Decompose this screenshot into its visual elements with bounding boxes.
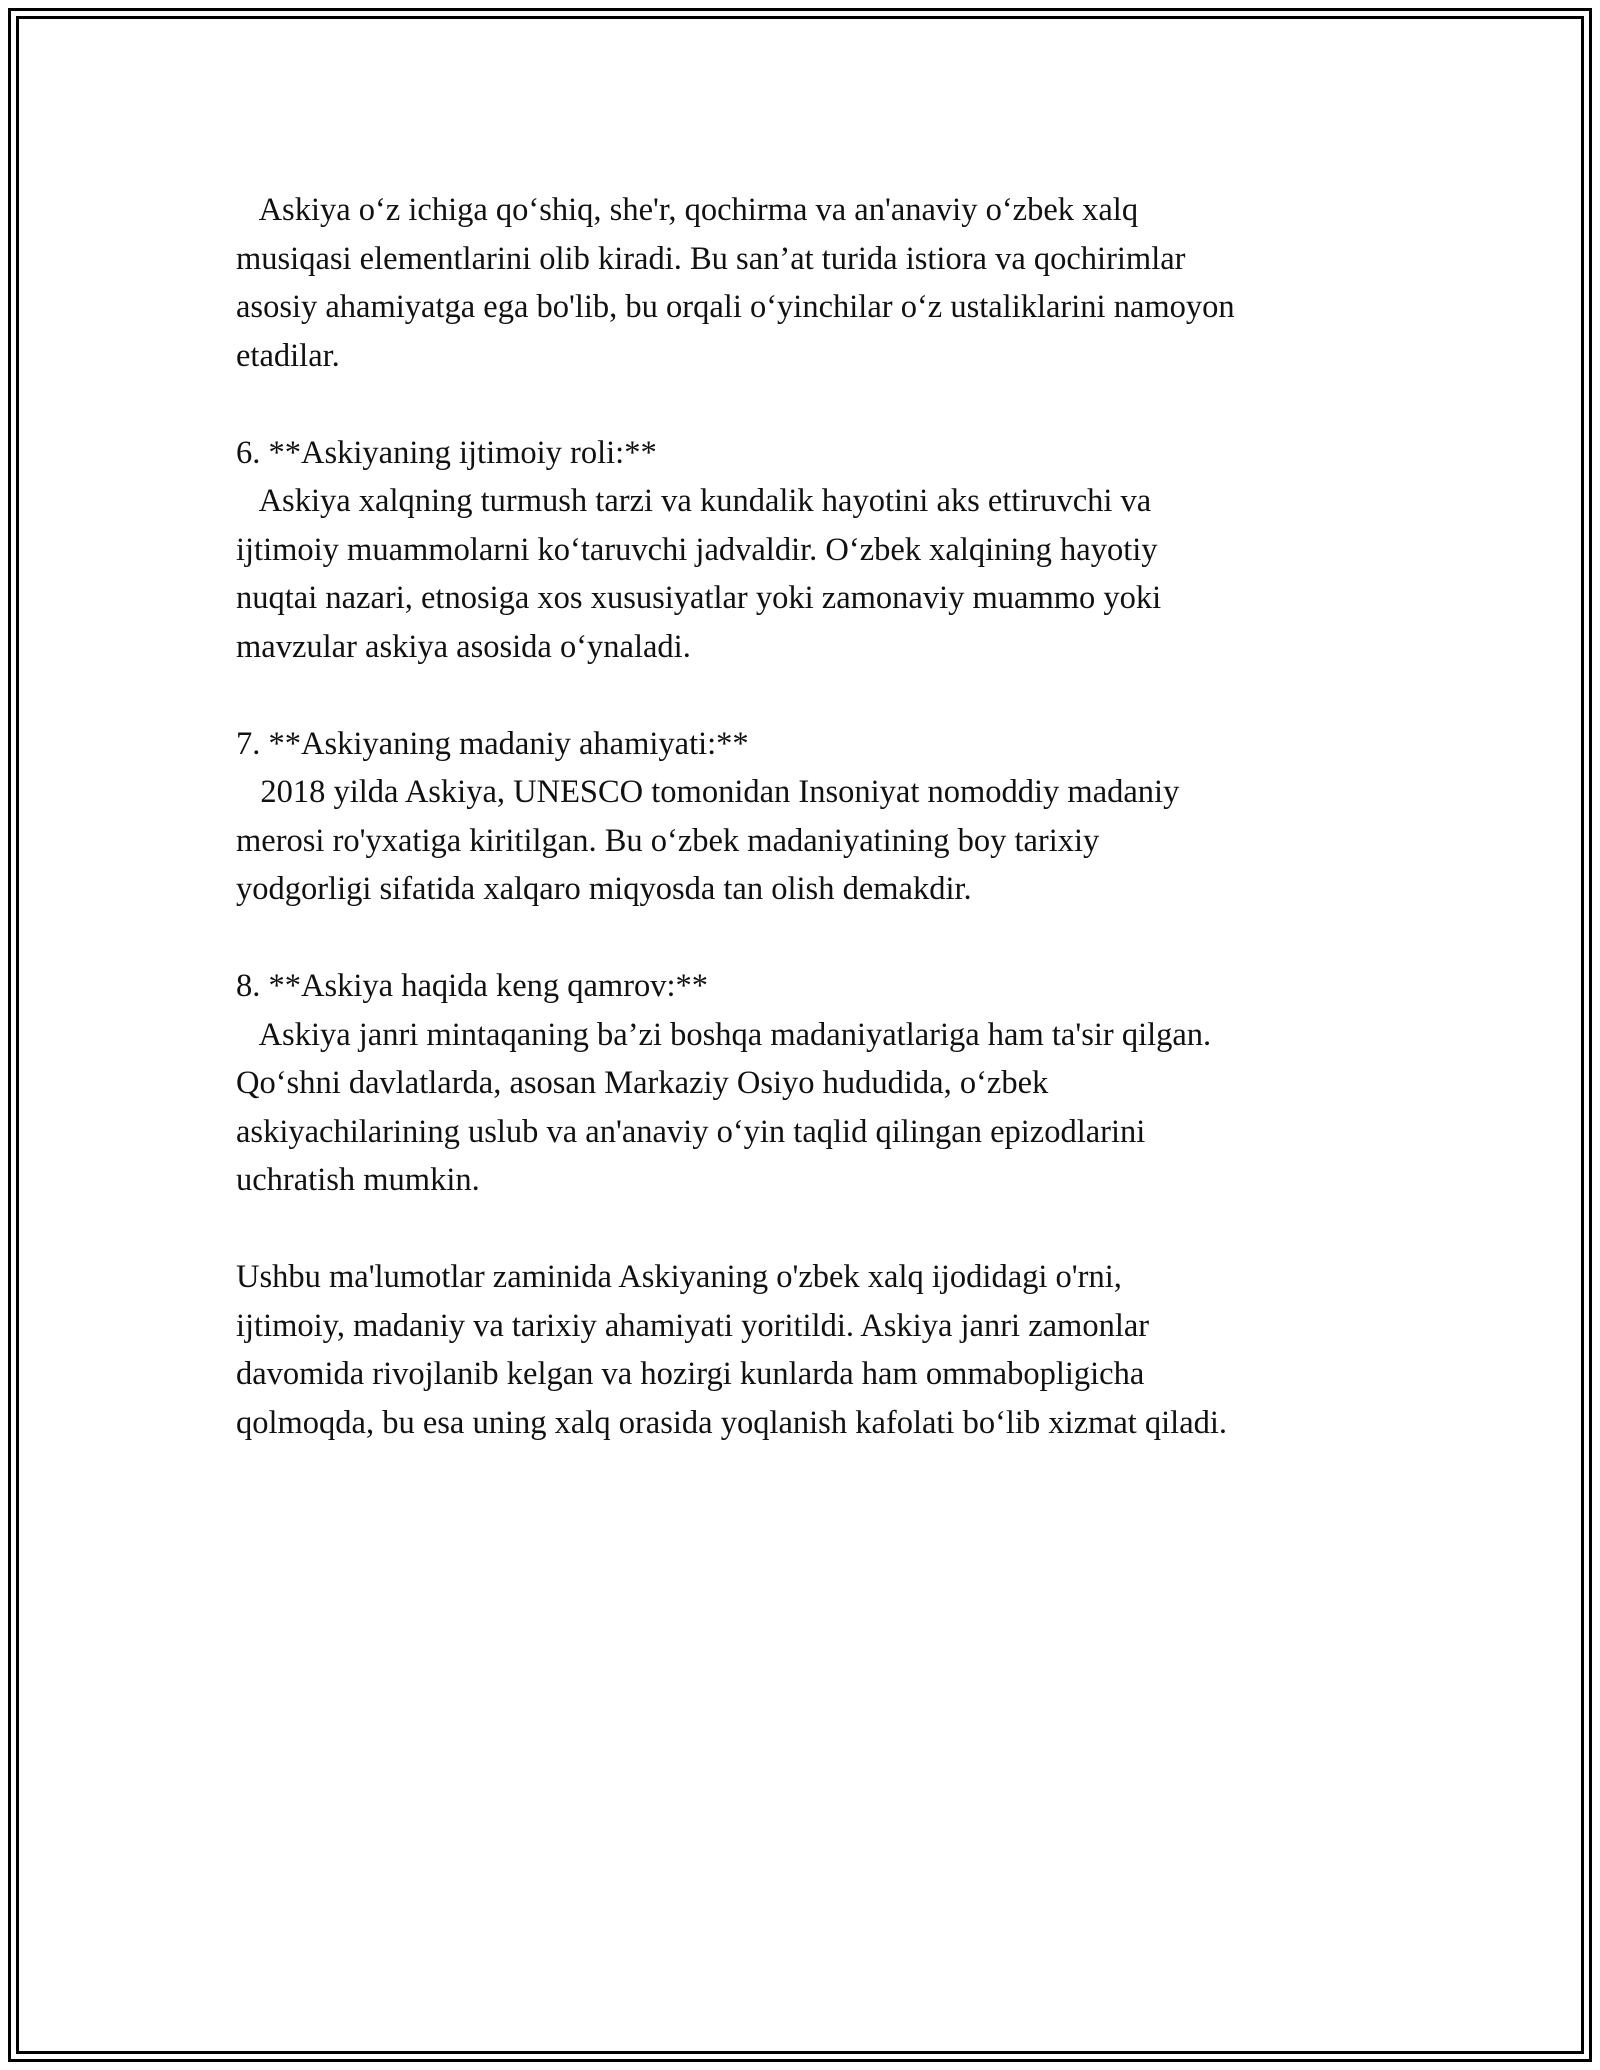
text-line: Qo‘shni davlatlarda, asosan Markaziy Osiyo hududida, o‘zbek — [236, 1065, 1049, 1101]
text-line: 2018 yilda Askiya, UNESCO tomonidan Insoniyat nomoddiy madaniy — [236, 774, 1180, 810]
section-7 — [236, 720, 1376, 914]
text-line: ijtimoiy muammolarni ko‘taruvchi jadvaldir. O‘zbek xalqining hayotiy — [236, 531, 1158, 568]
text-line: Askiya xalqning turmush tarzi va kundalik hayotini aks ettiruvchi va — [236, 483, 1152, 519]
text-line: nuqtai nazari, etnosiga xos xususiyatlar yoki zamonaviy muammo yoki — [236, 580, 1162, 616]
text-line: mavzular askiya asosida o‘ynaladi. — [236, 628, 691, 665]
text-line: Askiya janri mintaqaning ba’zi boshqa madaniyatlariga ham ta'sir qilgan. — [236, 1016, 1212, 1053]
text-line: Askiya o‘z ichiga qo‘shiq, she'r, qochirma va an'anaviy o‘zbek xalq — [236, 192, 1139, 228]
paragraph-conclusion — [236, 1253, 1376, 1447]
section-8 — [236, 962, 1376, 1205]
text-line: qolmoqda, bu esa uning xalq orasida yoqlanish kafolati bo‘lib xizmat qiladi. — [236, 1404, 1228, 1441]
text-line: davomida rivojlanib kelgan va hozirgi kunlarda ham ommabopligicha — [236, 1356, 1145, 1392]
text-line: uchratish mumkin. — [236, 1162, 480, 1198]
section-heading: 6. **Askiyaning ijtimoiy roli:** — [236, 434, 657, 471]
section-heading: 8. **Askiya haqida keng qamrov:** — [236, 968, 709, 1004]
text-line: musiqasi elementlarini olib kiradi. Bu san’at turida istiora va qochirimlar — [236, 240, 1186, 277]
text-line: askiyachilarining uslub va an'anaviy o‘yin taqlid qilingan epizodlarini — [236, 1113, 1146, 1150]
text-line: Ushbu ma'lumotlar zaminida Askiyaning o'zbek xalq ijodidagi o'rni, — [236, 1259, 1122, 1295]
text-line: merosi ro'yxatiga kiritilgan. Bu o‘zbek madaniyatining boy tarixiy — [236, 822, 1100, 859]
paragraph-intro — [236, 186, 1376, 380]
text-line: etadilar. — [236, 337, 340, 374]
section-heading: 7. **Askiyaning madaniy ahamiyati:** — [236, 725, 749, 762]
text-line: asosiy ahamiyatga ega bo'lib, bu orqali o‘yinchilar o‘z ustaliklarini namoyon — [236, 289, 1235, 325]
section-6 — [236, 429, 1376, 672]
text-line: ijtimoiy, madaniy va tarixiy ahamiyati yoritildi. Askiya janri zamonlar — [236, 1307, 1150, 1344]
text-line: yodgorligi sifatida xalqaro miqyosda tan olish demakdir. — [236, 871, 972, 907]
document-body — [236, 186, 1376, 1496]
